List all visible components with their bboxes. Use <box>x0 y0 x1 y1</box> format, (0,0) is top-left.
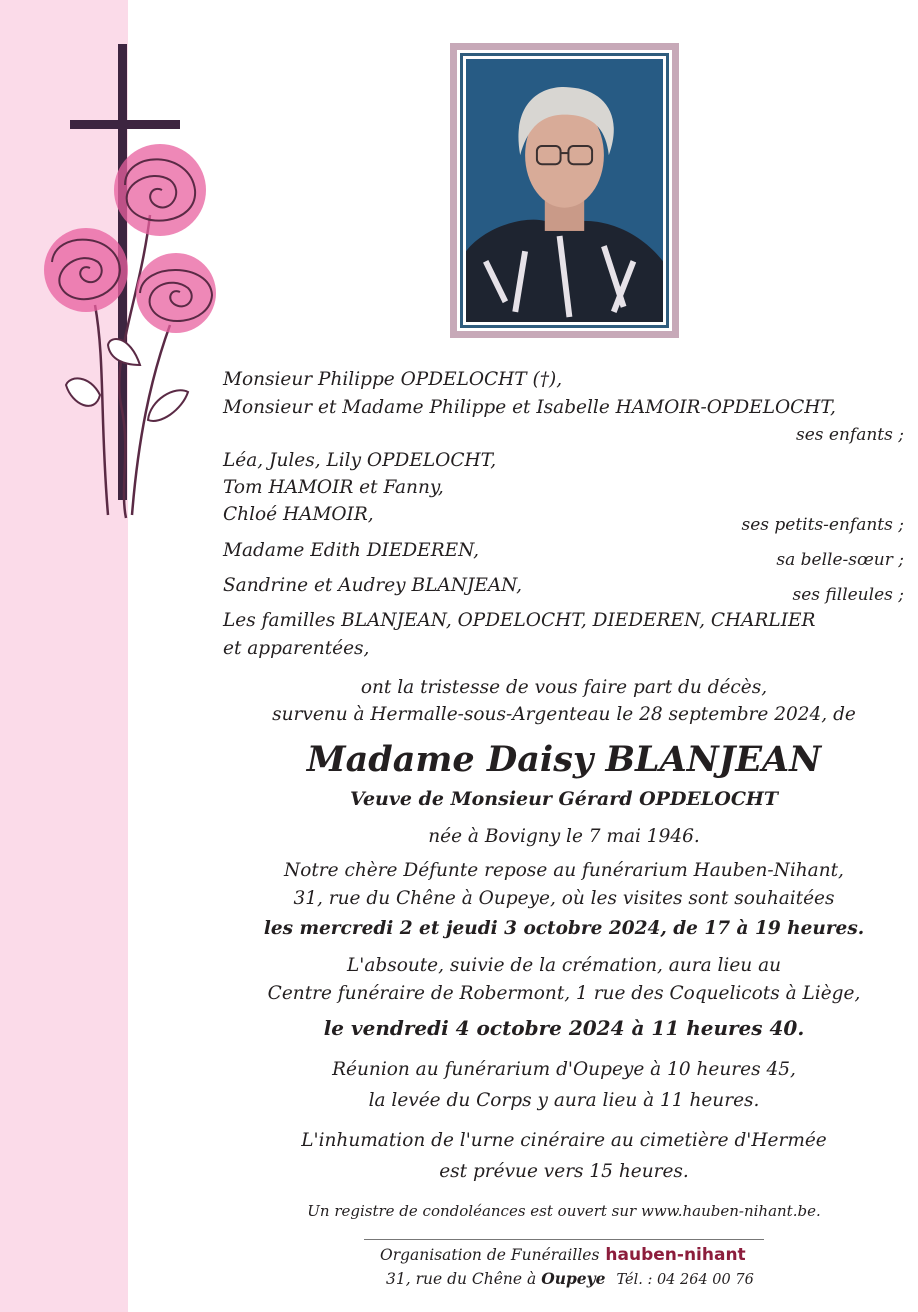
ceremony-date: le vendredi 4 octobre 2024 à 11 heures 40. <box>323 1016 805 1040</box>
address-prefix: 31, rue du Chêne à <box>386 1270 537 1288</box>
announcement-line: ont la tristesse de vous faire part du décès, <box>360 677 768 698</box>
deceased-name: Madame Daisy BLANJEAN <box>306 739 822 780</box>
leaf <box>66 378 100 405</box>
family-line: Madame Edith DIEDEREN, <box>223 540 480 561</box>
announcement-line: survenu à Hermalle-sous-Argenteau le 28 septembre 2024, de <box>272 704 856 725</box>
burial-line: est prévue vers 15 heures. <box>439 1161 689 1182</box>
relation-label: ses petits-enfants ; <box>741 515 904 535</box>
visitation-line: Notre chère Défunte repose au funérarium Hauben-Nihant, <box>284 860 844 881</box>
rose-stem <box>95 305 108 515</box>
family-line: Monsieur Philippe OPDELOCHT (†), <box>223 369 563 390</box>
leaf <box>148 390 188 421</box>
leaf <box>108 339 140 365</box>
ceremony-line: Centre funéraire de Robermont, 1 rue des Coquelicots à Liège, <box>267 983 861 1004</box>
portrait-frame <box>450 43 679 338</box>
relation-label: ses enfants ; <box>796 425 904 445</box>
family-line: Léa, Jules, Lily OPDELOCHT, <box>223 450 497 471</box>
relation-label: sa belle-sœur ; <box>776 550 904 570</box>
visitation-dates: les mercredi 2 et jeudi 3 octobre 2024, de 17 à 19 heures. <box>263 918 865 939</box>
family-line: Monsieur et Madame Philippe et Isabelle HAMOIR-OPDELOCHT, <box>223 397 836 418</box>
registry-note: Un registre de condoléances est ouvert sur www.hauben-nihant.be. <box>307 1202 821 1220</box>
ceremony-line: L'absoute, suivie de la crémation, aura lieu au <box>346 955 782 976</box>
family-line: Les familles BLANJEAN, OPDELOCHT, DIEDEREN, CHARLIER <box>223 610 816 631</box>
visitation-line: 31, rue du Chêne à Oupeye, où les visites sont souhaitées <box>293 888 835 909</box>
meeting-line: Réunion au funérarium d'Oupeye à 10 heures 45, <box>332 1059 796 1080</box>
family-line: Tom HAMOIR et Fanny, <box>223 477 444 498</box>
family-line: Sandrine et Audrey BLANJEAN, <box>223 575 523 596</box>
org-label: Organisation de Funérailles <box>380 1246 600 1264</box>
brand-logo: hauben-nihant <box>605 1245 746 1265</box>
widow-line: Veuve de Monsieur Gérard OPDELOCHT <box>349 788 779 810</box>
relation-label: ses filleules ; <box>792 585 904 605</box>
portrait-photo <box>466 59 663 322</box>
phone: Tél. : 04 264 00 76 <box>616 1272 754 1288</box>
family-line: Chloé HAMOIR, <box>223 504 374 525</box>
cross-horizontal <box>70 120 180 129</box>
family-line: et apparentées, <box>223 638 370 659</box>
footer-divider <box>364 1239 764 1240</box>
address-city: Oupeye <box>541 1269 606 1288</box>
footer-address <box>386 1268 754 1291</box>
meeting-line: la levée du Corps y aura lieu à 11 heures. <box>368 1090 760 1111</box>
cross-with-roses-illustration <box>0 0 240 540</box>
footer-organisation <box>380 1244 746 1266</box>
burial-line: L'inhumation de l'urne cinéraire au cimetière d'Hermée <box>301 1130 827 1151</box>
birth-line: née à Bovigny le 7 mai 1946. <box>428 826 700 847</box>
